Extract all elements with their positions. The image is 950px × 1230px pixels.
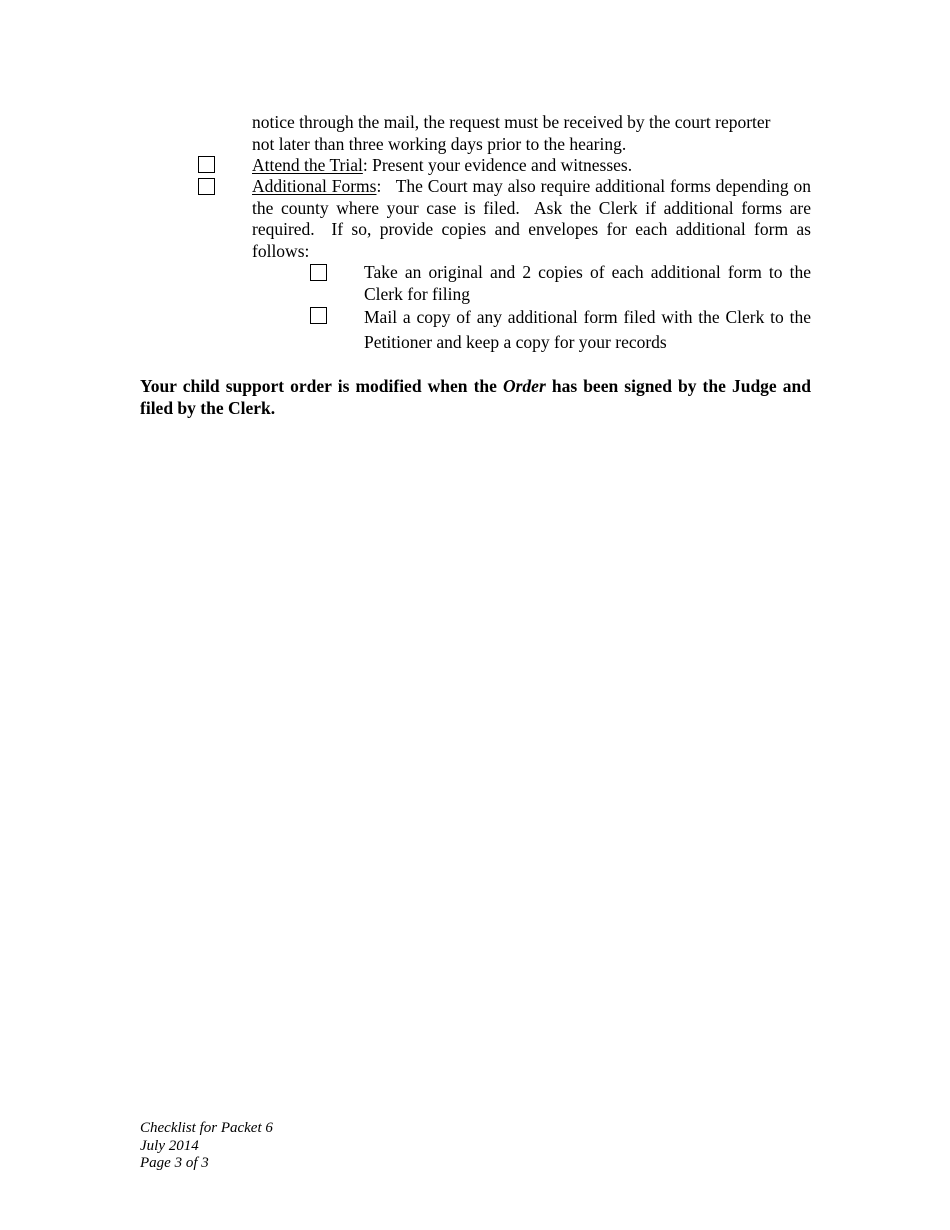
additional-forms-item [252, 176, 816, 262]
closing-statement [140, 376, 811, 419]
closing-part-2: has been signed by the Judge and filed by the Clerk. [140, 376, 811, 418]
footer-date: July 2014 [140, 1137, 199, 1154]
sub-item-2: Mail a copy of any additional form filed with the Clerk to the Petitioner and keep a copy for your records [364, 307, 811, 352]
page-footer [140, 1120, 273, 1173]
additional-forms-text: : The Court may also require additional forms depending on the county where your case is filed. Ask the Clerk if additional forms are required. If so, provide copies and envelopes for each additional form as follows: [252, 176, 816, 261]
closing-part-1: Your child support order is modified when the [140, 376, 503, 396]
continuation-line-1: notice through the mail, the request must be received by the court reporter [252, 112, 771, 132]
attend-trial-text: : Present your evidence and witnesses. [362, 155, 633, 175]
attend-trial-label: Attend the Trial [252, 155, 363, 175]
closing-order-italic: Order [502, 376, 546, 396]
footer-packet: Checklist for Packet 6 [140, 1120, 273, 1136]
attend-trial-item [252, 155, 812, 177]
sub-item-1: Take an original and 2 copies of each additional form to the Clerk for filing [364, 262, 811, 304]
sub-item-1-checkbox[interactable] [310, 264, 327, 281]
footer-page-number: Page 3 of 3 [140, 1155, 209, 1172]
attend-trial-checkbox[interactable] [198, 156, 215, 173]
additional-forms-checkbox[interactable] [198, 178, 215, 195]
continuation-line-2: not later than three working days prior to the hearing. [252, 133, 627, 154]
continuation-text [252, 112, 812, 155]
additional-forms-label: Additional Forms [252, 176, 377, 196]
sub-item-2-checkbox[interactable] [310, 307, 327, 324]
